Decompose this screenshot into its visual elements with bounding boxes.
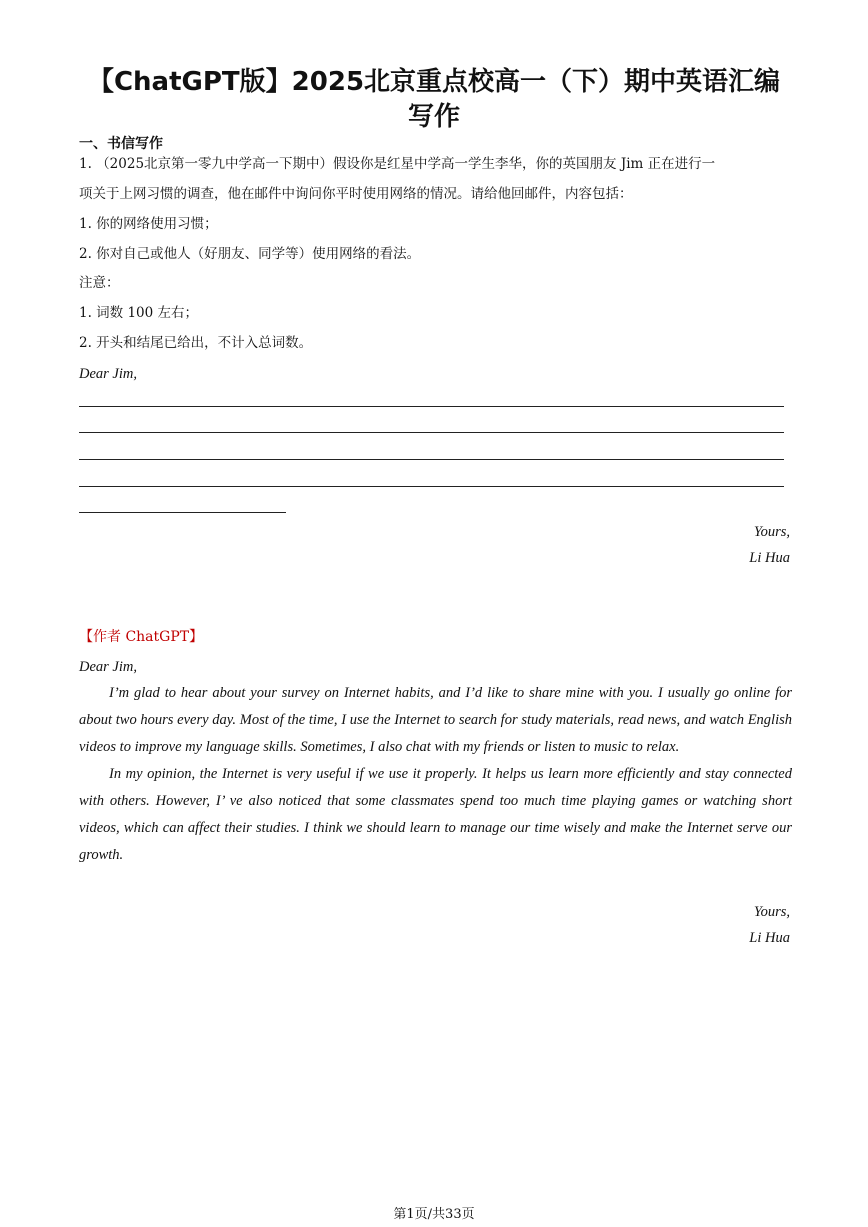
answer-greeting: Dear Jim, bbox=[79, 659, 137, 675]
answer-line bbox=[79, 512, 286, 513]
page-number: 第1页/共33页 bbox=[393, 1207, 475, 1222]
answer-line bbox=[79, 459, 784, 460]
answer-line bbox=[79, 432, 784, 433]
letter-closing: Yours, bbox=[753, 524, 790, 540]
answer-line bbox=[79, 406, 784, 407]
author-tag: 【作者 ChatGPT】 bbox=[79, 629, 204, 645]
page-title: 【ChatGPT版】2025北京重点校高一（下）期中英语汇编 bbox=[87, 67, 781, 97]
question-point-2: 2. 你对自己或他人（好朋友、同学等）使用网络的看法。 bbox=[79, 246, 421, 262]
note-label: 注意： bbox=[79, 275, 120, 291]
page-subtitle: 写作 bbox=[407, 102, 460, 132]
answer-body bbox=[79, 680, 792, 869]
note-2: 2. 开头和结尾已给出，不计入总词数。 bbox=[79, 335, 313, 351]
note-1: 1. 词数 100 左右； bbox=[79, 305, 199, 321]
answer-line bbox=[79, 486, 784, 487]
question-line-2: 项关于上网习惯的调查，他在邮件中询问你平时使用网络的情况。请给他回邮件，内容包括： bbox=[79, 186, 633, 202]
answer-paragraph-1: I’m glad to hear about your survey on Internet habits, and I’d like to share mine with you. I usually go online for about two hours every day. Most of the time, I use the Internet to search for study materials, read news, and watch English videos to improve my language skills. Sometimes, I also chat with my friends or listen to music to relax. bbox=[79, 685, 792, 755]
question-line-1: 1. （2025北京第一零九中学高一下期中）假设你是红星中学高一学生李华，你的英国朋友 Jim 正在进行一 bbox=[79, 156, 716, 172]
answer-paragraph-2: In my opinion, the Internet is very useful if we use it properly. It helps us learn more efficiently and stay connected with others. However, I’ ve also noticed that some classmates spend too much time playing games or watching short videos, which can affect their studies. I think we should learn to manage our time wisely and make the Internet serve our growth. bbox=[79, 766, 792, 863]
section-heading: 一、书信写作 bbox=[79, 136, 163, 152]
letter-signature: Li Hua bbox=[749, 550, 790, 566]
letter-greeting: Dear Jim, bbox=[79, 366, 137, 382]
question-point-1: 1. 你的网络使用习惯； bbox=[79, 216, 218, 232]
answer-signature: Li Hua bbox=[749, 930, 790, 946]
answer-closing: Yours, bbox=[753, 904, 790, 920]
